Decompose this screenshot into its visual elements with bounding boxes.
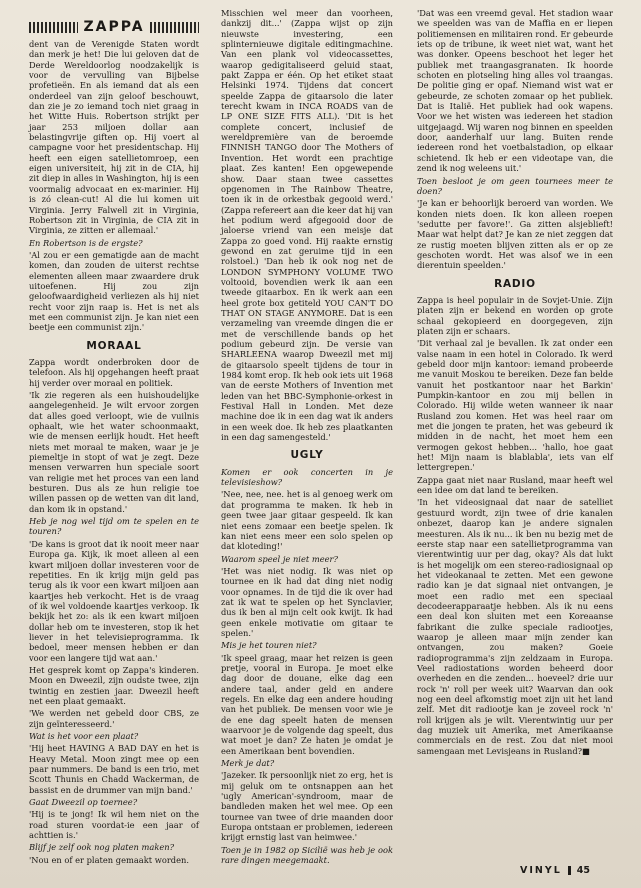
interview-question: Merk je dat? [221, 758, 275, 769]
interview-question: Blijf je zelf ook nog platen maken? [29, 842, 175, 853]
interview-question: Gaat Dweezil op toernee? [29, 797, 138, 808]
body-paragraph: 'Al zou er een gematigde aan de macht komen, dan zouden de uiterst rechtse elementen alleen maar zwaardere druk uitoefenen. Hij zou zijn geloofwaardigheid verliezen als hij niet recht voor zijn raap is. Het is net als met een communist zijn. Je kan niet een beetje een communist zijn.' [29, 249, 199, 333]
body-paragraph: 'In het videosignaal dat naar de satelliet gestuurd wordt, zijn twee of drie kanalen onbezet, daarop kan je andere signalen meesturen. Als ik nu... ik ben nu bezig met de eerste stap naar een satellietprogramma van vierentwintig uur per dag, okay? Als dat lukt is het mogelijk om een stereo-radiosignaal op het videokanaal te zetten. Met een gewone radio kan je dat signaal niet ontvangen, je moet een radio met een speciaal decodeerapparaatje hebben. Als ik nu eens een deal kon sluiten met een Koreaanse fabrikant die zulke speciale radiootjes, waarop je alleen maar mijn zender kan ontvangen, zou maken? Goeie radioprogramma's zijn zeldzaam in Europa. Veel radiostations worden beheerd door overheden en die zenden... hoeveel? drie uur rock 'n' roll per week uit? Waarvan dan ook nog een deel afkomstig moet zijn uit het land zelf. Met dit radiootje kan je zoveel rock 'n' roll krijgen als je wilt. Vierentwintig uur per dag muziek uit Amerika, met Amerikaanse commercials en de rest. Zou dat niet mooi samengaan met Levisjeans in Rusland?■ [417, 497, 613, 756]
interview-question: Toen je in 1982 op Sicilië was heb je ook rare dingen meegemaakt. [221, 844, 393, 866]
column-1-text [29, 39, 199, 865]
body-paragraph: 'Nou en of er platen gemaakt worden. [29, 854, 190, 865]
interview-question: En Robertson is de ergste? [29, 237, 143, 248]
header-hatch-left [29, 22, 78, 33]
interview-question: Komen er ook concerten in je televisieshow? [221, 466, 393, 488]
body-paragraph: 'Je kan er behoorlijk beroerd van worden. We konden niets doen. Ik kon alleen roepen 'sedutte per favore!'. Ga zitten alsjeblieft! Maar wat helpt dat? Je kan ze niet zeggen dat ze rustig moeten blijven zitten als er op ze geschoten wordt. Het was alsof we in een dierentuin speelden.' [417, 198, 613, 271]
section-heading: RADIO [494, 277, 536, 290]
header-hatch-right [150, 22, 199, 33]
body-paragraph: Zappa is heel populair in de Sovjet-Unie. Zijn platen zijn er bekend en worden op grote schaal gekopieerd en doorgegeven, zijn platen zijn er schaars. [417, 294, 613, 336]
article-title: ZAPPA [83, 19, 145, 36]
magazine-name: VINYL [520, 865, 562, 876]
page-number: 45 [576, 865, 591, 876]
section-heading: UGLY [290, 449, 324, 462]
column-3 [417, 8, 613, 854]
body-paragraph: Het gesprek komt op Zappa's kinderen. Moon en Dweezil, zijn oudste twee, zijn twintig en zestien jaar. Dweezil heeft net een plaat gemaakt. [29, 664, 199, 706]
interview-question: Waarom speel je niet meer? [221, 553, 338, 564]
interview-question: Mis je het touren niet? [221, 640, 317, 651]
body-paragraph: dent van de Verenigde Staten wordt dan merk je het! Die lui geloven dat de Derde Wereldoorlog noodzakelijk is voor de vervulling van Bijbelse profetieën. En als iemand dat als een onderdeel van zijn geloof beschouwt, dan zie je zo iemand toch niet graag in het Witte Huis. Robertson strijkt per jaar 253 miljoen dollar aan belastingvrije giften op. Hij voert al campagne voor het presidentschap. Hij heeft een eigen satellietomroep, een eigen universiteit, hij zit in de CIA, hij zit diep in alles in Washington, hij is een voormalig advocaat en ex-marinier. Hij is zó clean-cut! Al die lui komen uit Virginia. Jerry Falwell zit in Virginia, Robertson zit in Virginia, de CIA zit in Virginia, ze zitten er allemaal.' [29, 39, 199, 236]
body-paragraph: 'Dat was een vreemd geval. Het stadion waar we speelden was van de Maffia en er liepen politiemensen en militairen rond. Er gebeurde iets op de tribune, ik weet niet wat, want het was donker. Opeens beschoot het leger het publiek met traangasgranaten. Ik hoorde schoten en plotseling hing alles vol traangas. De politie ging er opaf. Niemand wist wat er gebeurde, ze schoten zomaar op het publiek. Dat is Italië. Het publiek had ook wapens. Voor we het wisten was iedereen het stadion uitgejaagd. Wij waren nog binnen en speelden door, aanderhalf uur lang. Buiten rende iedereen rond het voetbalstadion, op elkaar schietend. Ik heb er een videotape van, die zend ik nog weleens uit.' [417, 8, 613, 174]
body-paragraph: 'Hij is te jong! Ik wil hem niet on the road sturen voordat-ie een jaar of achttien is.' [29, 809, 199, 841]
page-footer [520, 865, 590, 876]
body-paragraph: 'De kans is groot dat ik nooit meer naar Europa ga. Kijk, ik moet alleen al een kwart miljoen dollar investeren voor de repetities. En ik krijg mijn geld pas terug als ik voor een kwart miljoen aan kaartjes heb verkocht. Het is de vraag of ik wel voldoende kaartjes verkoop. Ik bekijk het zo: als ik een kwart miljoen dollar heb om te investeren, stop ik het liever in het televisieprogramma. Ik bedoel, meer mensen hebben er dan voor een langere tijd wat aan.' [29, 538, 199, 663]
body-paragraph: 'Hij heet HAVING A BAD DAY en het is Heavy Metal. Moon zingt mee op een paar nummers. De band is een trio, met Scott Thunis en Chadd Wackerman, de bassist en de drummer van mijn band.' [29, 743, 199, 795]
interview-question: Wat is het voor een plaat? [29, 731, 139, 741]
body-paragraph: Zappa wordt onderbroken door de telefoon. Als hij opgehangen heeft praat hij verder over moraal en politiek. [29, 356, 199, 388]
footer-separator [568, 866, 571, 875]
body-paragraph: Zappa gaat niet naar Rusland, maar heeft wel een idee om dat land te bereiken. [417, 474, 613, 496]
body-paragraph: 'Het was niet nodig. Ik was niet op tournee en ik had dat ding niet nodig voor opnames. In de tijd die ik over had zat ik wat te spelen op het Synclavier, dus ik ben al mijn celt ook kwijt. Ik had geen enkele motivatie om gitaar te spelen.' [221, 565, 393, 638]
body-paragraph: 'Nee, nee, nee. het is al genoeg werk om dat programma te maken. Ik heb in geen twee jaar gitaar gespeeld. Ik kan niet eens zomaar een beetje spelen. Ik kan niet eens meer een solo spelen op dat kloteding!' [221, 489, 393, 552]
column-2-text [221, 8, 393, 866]
body-paragraph: 'We werden net gebeld door CBS, ze zijn geïnteresseerd.' [29, 708, 199, 729]
body-paragraph: 'Dit verhaal zal je bevallen. Ik zat onder een valse naam in een hotel in Colorado. Ik werd gebeld door mijn kantoor: iemand probeerde me vanuit Moskou te bereiken. Deze fan belde vanuit het postkantoor naar het Barkin' Pumpkin-kantoor en zou mij bellen in Colorado. Hij wilde weten wanneer ik naar Rusland zou komen. Het was heel raar om met die jongen te praten, het was gebeurd ik midden in de nacht, het moet hem een vermogen gekost hebben... 'hallo, hoe gaat het! Mijn naam is blablabla', iets van elf lettergrepen.' [417, 338, 613, 473]
interview-question: Heb je nog wel tijd om te spelen en te touren? [29, 516, 199, 537]
interview-question: Toen besloot je om geen tournees meer te doen? [417, 175, 613, 196]
body-paragraph: 'Jazeker. Ik persoonlijk niet zo erg, het is mij geluk om te ontsnappen aan het 'ugly American'-syndroom, maar de bandleden maken het wel mee. Op een tournee van twee of drie maanden door Europa ontstaan er problemen, iedereen krijgt ernstig last van heimwee.' [221, 770, 393, 843]
body-paragraph: 'Ik speel graag, maar het reizen is geen pretje, vooral in Europa. Je moet elke dag door de douane, elke dag een andere taal, ander geld en andere regels. En elke dag een andere houding van het publiek. De mensen voor wie je de ene dag speelt haten de mensen waarvoor je de volgende dag speelt, dus wat moet je dan? Ze haten je omdat je een Amerikaan bent bovendien. [221, 652, 393, 756]
body-paragraph: 'Ik zie regeren als een huishoudelijke aangelegenheid. Je wilt ervoor zorgen dat alles goed verloopt, wie de vuilnis ophaalt, wie het water schoonmaakt, wie de mensen eerlijk houdt. Het heeft niets met moraal te maken, waar je je piemeltje in stopt of wat je zegt. Deze mensen verwarren hun speciale soort van religie met het proces van een land besturen. Dus als ze hun religie toe willen passen op de wetten van dit land, dan kom ik in opstand.' [29, 390, 199, 514]
column-1 [29, 19, 199, 865]
section-heading: MORAAL [86, 339, 142, 352]
column-2 [221, 8, 393, 866]
column-3-text [417, 8, 613, 756]
body-paragraph: Misschien wel meer dan voorheen, dankzij dit...' (Zappa wijst op zijn nieuwste investering, een splinternieuwe digitale editingmachine. Van een plank vol videocassettes, waarop gedigitaliseerd geluid staat, pakt Zappa er één. Op het etiket staat Helsinki 1974. Tijdens dat concert speelde Zappa de gitaarsolo die later terecht kwam in INCA ROADS van de LP ONE SIZE FITS ALL). 'Dit is het complete concert, inclusief de wereldpremière van de beroemde FINNISH TANGO door The Mothers of Invention. Het wordt een prachtige plaat. Zes kanten! Een opgewepende show. Daar staan twee cassettes opgenomen in The Rainbow Theatre, toen ik in de orkestbak gegooid werd.' (Zappa refereert aan die keer dat hij van het podium werd afgegooid door de jaloerse vriend van een meisje dat Zappa zo goed vond. Hij raakte ernstig gewond en zat geruime tijd in een rolstoel.) 'Dan heb ik ook nog net de LONDON SYMPHONY VOLUME TWO voltooid, bovendien werk ik aan een tweede gitaarbox. En ik werk aan een heel grote box getiteld YOU CAN'T DO THAT ON STAGE ANYMORE. Dat is een verzameling van vreemde dingen die er met de verschillende bands op het podium gebeurd zijn. De versie van SHARLEENA waarop Dweezil met mij de gitaarsolo speelt tijdens de tour in 1984 komt erop. Ik heb ook iets uit 1968 van de eerste Mothers of Invention met leden van het BBC-Symphonie-orkest in Festival Hall in Londen. Met deze machine doe ik in een dag wat ik anders in een week doe. Ik heb zes plaatkanten in een dag samengesteld.' [221, 8, 393, 443]
article-header-bar [29, 20, 199, 35]
